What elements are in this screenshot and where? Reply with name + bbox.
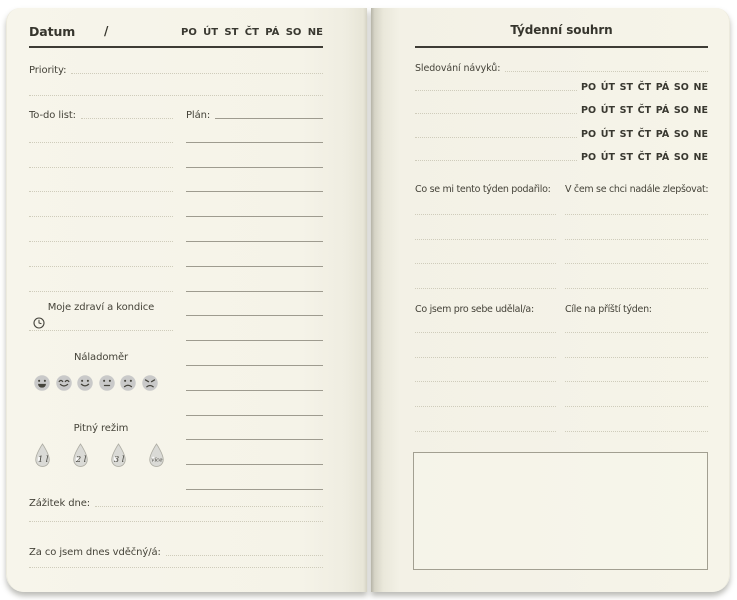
day-label: NE	[307, 27, 323, 38]
mood-smiling-closed-eyes-icon	[55, 374, 73, 392]
day-label: SO	[673, 128, 689, 140]
day-label: PO	[581, 152, 597, 163]
weekly-summary-page	[371, 8, 730, 592]
hydration-section-title: Pitný režim	[73, 423, 129, 434]
day-label: PÁ	[655, 128, 670, 140]
day-label: ČT	[637, 105, 652, 116]
succeeded-label: Co se mi tento týden podařilo:	[415, 184, 551, 195]
ruled-line	[415, 358, 556, 383]
mood-laughing-icon	[33, 374, 51, 392]
water-drop-1l-icon	[33, 443, 52, 468]
ruled-line	[565, 407, 708, 432]
ruled-line	[186, 416, 323, 441]
ruled-line	[186, 316, 323, 341]
ruled-line	[415, 407, 556, 432]
self-care-label: Co jsem pro sebe udělal/a:	[415, 304, 534, 315]
health-section-title: Moje zdraví a kondice	[47, 302, 155, 313]
ruled-line	[186, 168, 323, 193]
day-label: ÚT	[600, 105, 615, 116]
ruled-line	[186, 341, 323, 366]
ruled-line	[186, 366, 323, 391]
ruled-line	[565, 333, 708, 358]
gratitude-write-line	[166, 543, 323, 556]
ruled-line	[29, 521, 323, 522]
ruled-line	[186, 242, 323, 267]
mood-neutral-icon	[98, 374, 116, 392]
day-label: SO	[285, 27, 302, 38]
datum-label: Datum	[29, 24, 76, 39]
priority-label: Priority:	[29, 65, 67, 76]
day-label: PÁ	[655, 152, 670, 163]
ruled-line	[415, 190, 556, 215]
page-title: Týdenní souhrn	[510, 23, 613, 37]
mood-angry-icon	[141, 374, 159, 392]
improve-label: V čem se chci nadále zlepšovat:	[565, 184, 709, 195]
hydration-scale	[33, 443, 166, 468]
ruled-line	[29, 567, 323, 568]
experience-write-line	[95, 494, 323, 507]
ruled-line	[29, 168, 173, 193]
ruled-line	[29, 118, 173, 143]
gratitude-row	[29, 543, 323, 558]
ruled-line	[29, 242, 173, 267]
day-label: PO	[581, 81, 597, 93]
svg-text:více: více	[151, 457, 163, 464]
day-label: PO	[581, 128, 597, 140]
ruled-line	[186, 292, 323, 317]
day-label: SO	[673, 152, 689, 163]
plan-label: Plán:	[186, 110, 211, 121]
gratitude-label: Za co jsem dnes vděčný/á:	[29, 547, 161, 558]
day-label: ČT	[637, 128, 652, 140]
mood-scale	[33, 374, 159, 392]
ruled-line	[415, 264, 556, 289]
date-separator: /	[104, 24, 109, 38]
svg-text:2 l: 2 l	[75, 453, 87, 464]
mood-sad-icon	[119, 374, 137, 392]
water-drop-more-icon	[147, 443, 166, 468]
ruled-line	[565, 382, 708, 407]
ruled-line	[415, 333, 556, 358]
improve-lines	[565, 190, 708, 289]
habit-name-line	[415, 160, 577, 161]
habit-tracking-label: Sledování návyků:	[415, 63, 501, 74]
day-label: ST	[619, 128, 633, 140]
ruled-line	[186, 118, 323, 143]
experience-label: Zážitek dne:	[29, 498, 91, 509]
priority-row	[29, 61, 323, 76]
ruled-line	[565, 240, 708, 265]
ruled-line	[415, 308, 556, 333]
day-label: ČT	[244, 27, 259, 38]
day-label: ÚT	[600, 152, 615, 163]
ruled-line	[29, 95, 323, 96]
habit-name-line	[415, 90, 577, 91]
day-label: PÁ	[655, 105, 670, 116]
water-drop-3l-icon	[109, 443, 128, 468]
day-label: PÁ	[265, 27, 280, 38]
day-label: SO	[673, 81, 689, 93]
habit-row	[415, 70, 708, 94]
header-rule	[415, 46, 708, 48]
water-drop-2l-icon	[71, 443, 90, 468]
ruled-line	[186, 217, 323, 242]
next-week-goals-lines	[565, 308, 708, 432]
weekday-row	[581, 129, 708, 140]
priority-write-line	[71, 61, 323, 74]
day-label: ČT	[637, 152, 652, 163]
ruled-line	[186, 192, 323, 217]
ruled-line	[29, 143, 173, 168]
next-week-goals-label: Cíle na příští týden:	[565, 304, 652, 315]
ruled-line	[29, 192, 173, 217]
ruled-line	[565, 264, 708, 289]
plan-lines	[186, 118, 323, 490]
ruled-line	[565, 190, 708, 215]
header-rule	[29, 46, 323, 48]
day-label: ST	[619, 105, 633, 116]
weekday-row	[581, 105, 708, 116]
ruled-line	[186, 465, 323, 490]
todo-label: To-do list:	[29, 110, 76, 121]
succeeded-lines	[415, 190, 556, 289]
day-label: ÚT	[600, 81, 615, 93]
todo-lines	[29, 118, 173, 292]
day-label: ST	[619, 152, 633, 163]
weekday-row	[581, 152, 708, 163]
ruled-line	[415, 382, 556, 407]
clock-icon	[33, 317, 45, 329]
ruled-line	[186, 143, 323, 168]
day-label: NE	[693, 105, 708, 116]
day-label: PO	[581, 105, 597, 116]
day-label: SO	[673, 105, 689, 116]
ruled-line	[29, 267, 173, 292]
ruled-line	[186, 267, 323, 292]
ruled-line	[186, 391, 323, 416]
day-label: PO	[181, 27, 197, 38]
svg-text:3 l: 3 l	[113, 453, 125, 464]
ruled-line	[186, 440, 323, 465]
ruled-line	[29, 330, 173, 331]
habit-row	[415, 141, 708, 165]
ruled-line	[415, 215, 556, 240]
ruled-line	[565, 358, 708, 383]
habit-row	[415, 94, 708, 118]
experience-row	[29, 494, 323, 509]
notes-box	[413, 452, 708, 570]
svg-text:1 l: 1 l	[37, 453, 49, 464]
habit-name-line	[415, 113, 577, 114]
ruled-line	[415, 240, 556, 265]
day-label: ST	[619, 81, 633, 93]
day-label: NE	[693, 81, 708, 93]
habit-tracker	[415, 70, 708, 164]
weekday-header-row	[181, 27, 323, 38]
ruled-line	[29, 217, 173, 242]
weekday-row	[581, 82, 708, 93]
day-label: PÁ	[655, 81, 670, 93]
self-care-lines	[415, 308, 556, 432]
day-label: ČT	[637, 81, 652, 93]
habit-name-line	[415, 137, 577, 138]
day-label: NE	[693, 128, 708, 140]
ruled-line	[565, 308, 708, 333]
habit-row	[415, 117, 708, 141]
mood-smiling-icon	[76, 374, 94, 392]
daily-page	[6, 8, 367, 592]
mood-section-title: Náladoměr	[73, 352, 129, 363]
day-label: ÚT	[600, 128, 615, 140]
ruled-line	[565, 215, 708, 240]
day-label: NE	[693, 152, 708, 163]
day-label: ÚT	[203, 27, 219, 38]
day-label: ST	[224, 27, 239, 38]
